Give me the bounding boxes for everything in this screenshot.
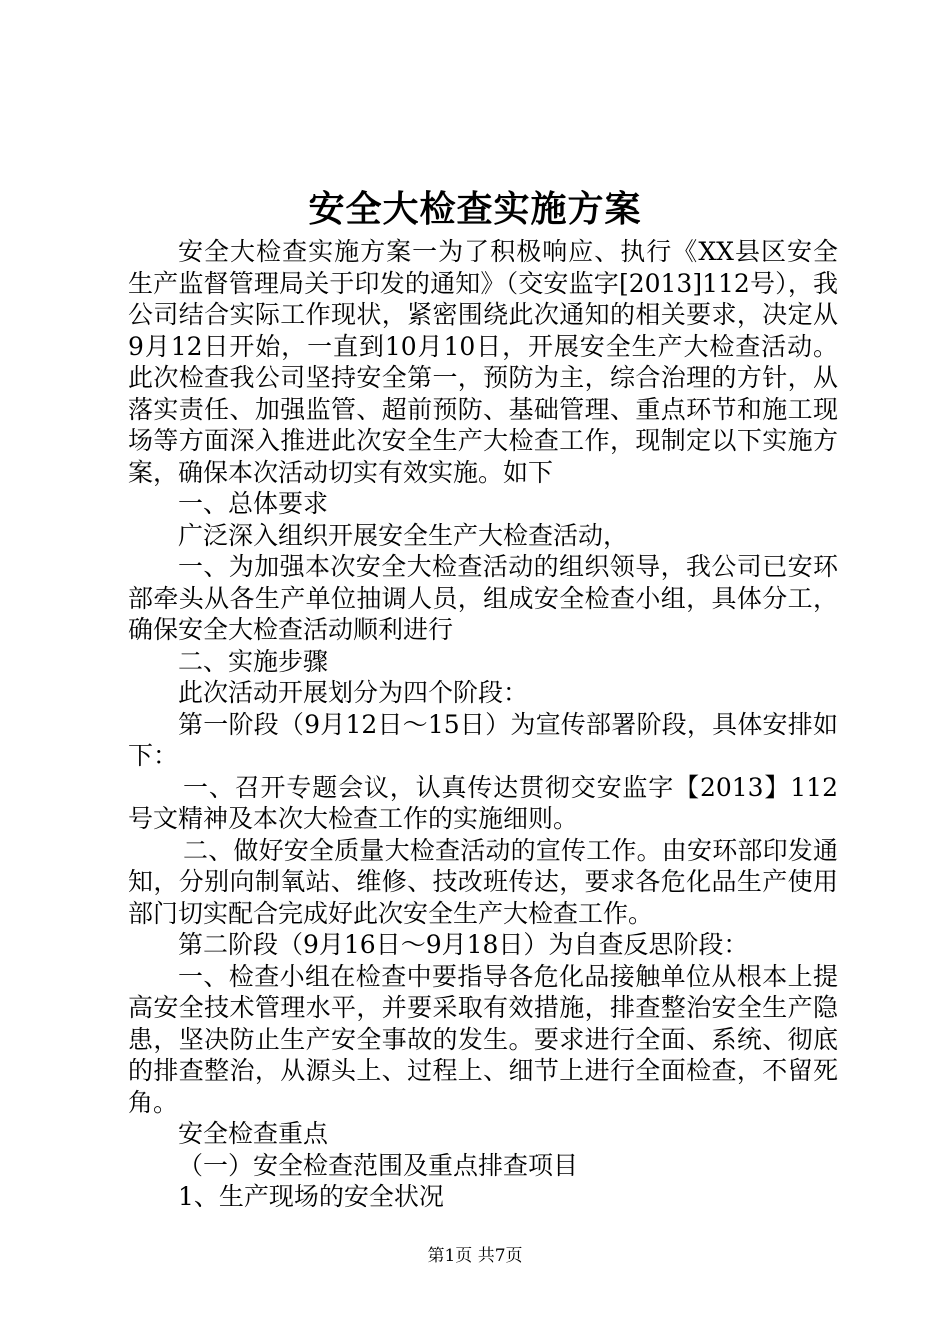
heading-inspection-focus: 安全检查重点 <box>178 1119 329 1148</box>
document-body <box>128 236 838 1213</box>
heading-inspection-scope: （一）安全检查范围及重点排查项目 <box>178 1150 579 1180</box>
paragraph-stage-one-item-2: 二、做好安全质量大检查活动的宣传工作。由安环部印发通知，分别向制氧站、维修、技改班传达，要求各危化品生产使用部门切实配合完成好此次安全生产大检查工作。 <box>128 835 838 928</box>
heading-implementation-steps: 二、实施步骤 <box>178 646 329 676</box>
heading-general-requirements: 一、总体要求 <box>178 489 329 518</box>
document-title: 安全大检查实施方案 <box>308 188 642 230</box>
paragraph-stage-one-item-1: 一、召开专题会议，认真传达贯彻交安监字【2013】112号文精神及本次大检查工作的实施细则。 <box>128 772 838 833</box>
paragraph-four-stages: 此次活动开展划分为四个阶段： <box>178 678 529 707</box>
paragraph-organization: 一、为加强本次安全大检查活动的组织领导，我公司已安环部牵头从各生产单位抽调人员，组成安全检查小组，具体分工，确保安全大检查活动顺利进行 <box>128 552 838 644</box>
paragraph-stage-one: 第一阶段（9月12日～15日）为宣传部署阶段，具体安排如下： <box>128 709 838 770</box>
paragraph-stage-two: 第二阶段（9月16日～9月18日）为自查反思阶段： <box>178 930 749 959</box>
paragraph-stage-two-item-1: 一、检查小组在检查中要指导各危化品接触单位从根本上提高安全技术管理水平，并要采取有效措施，排查整治安全生产隐患，坚决防止生产安全事故的发生。要求进行全面、系统、彻底的排查整治，从源头上、过程上、细节上进行全面检查，不留死角。 <box>128 961 838 1117</box>
paragraph-intro: 安全大检查实施方案一为了积极响应、执行《XX县区安全生产监督管理局关于印发的通知》（交安监字[2013]112号），我公司结合实际工作现状，紧密围绕此次通知的相关要求，决定从9月12日开始，一直到10月10日，开展安全生产大检查活动。此次检查我公司坚持安全第一，预防为主，综合治理的方针，从落实责任、加强监管、超前预防、基础管理、重点环节和施工现场等方面深入推进此次安全生产大检查工作，现制定以下实施方案，确保本次活动切实有效实施。如下 <box>128 237 838 487</box>
page-footer: 第1页 共7页 <box>427 1246 523 1266</box>
paragraph-general-requirements: 广泛深入组织开展安全生产大检查活动， <box>178 520 629 550</box>
paragraph-site-safety: 1、生产现场的安全状况 <box>178 1182 444 1211</box>
